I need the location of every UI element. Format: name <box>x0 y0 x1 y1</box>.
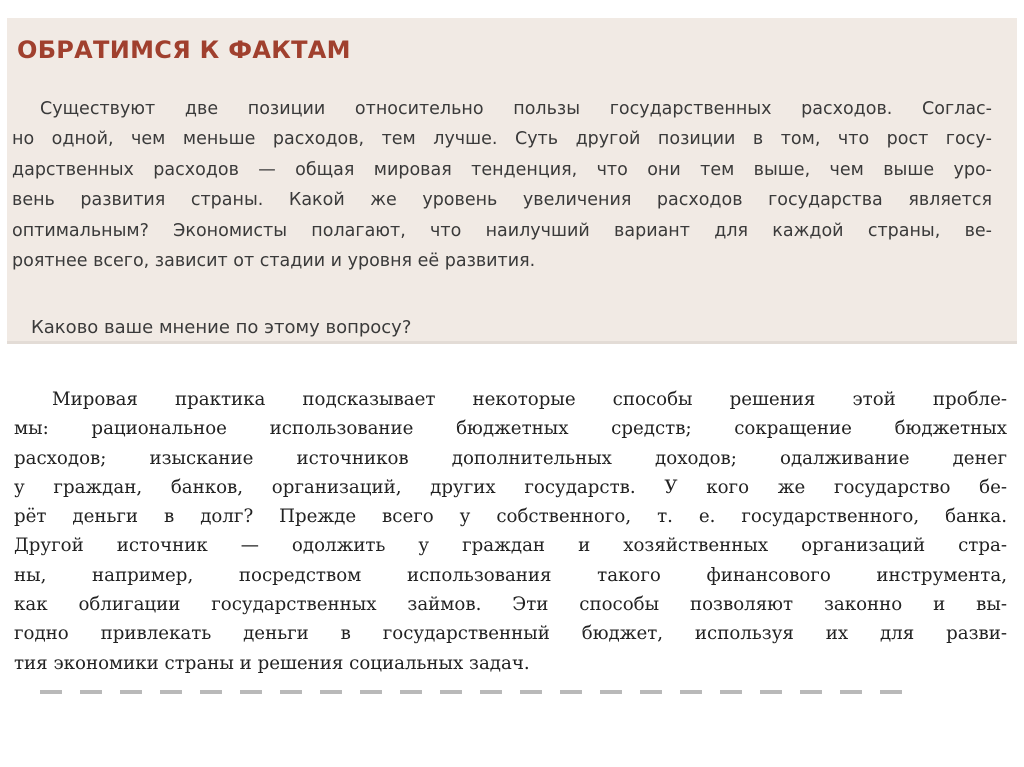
facts-line: дарственных расходов — общая мировая тенденция, что они тем выше, чем выше уро- <box>12 159 992 180</box>
cut-off-text-line <box>40 690 920 694</box>
main-line: мы: рациональное использование бюджетных средств; сокращение бюджетных <box>14 418 1007 440</box>
main-line: ны, например, посредством использования такого финансового инструмента, <box>14 564 1007 586</box>
main-line: расходов; изыскание источников дополнительных доходов; одалживание денег <box>14 447 1007 469</box>
main-line: Другой источник — одолжить у граждан и хозяйственных организаций стра- <box>14 535 1007 557</box>
main-line: как облигации государственных займов. Эти способы позволяют законно и вы- <box>14 594 1007 616</box>
facts-line: роятнее всего, зависит от стадии и уровня её развития. <box>12 251 536 272</box>
main-line: Мировая практика подсказывает некоторые способы решения этой пробле- <box>52 389 1007 410</box>
main-paragraph <box>14 385 1007 678</box>
facts-line: оптимальным? Экономисты полагают, что наилучший вариант для каждой страны, ве- <box>12 220 992 241</box>
facts-line: но одной, чем меньше расходов, тем лучше. Суть другой позиции в том, что рост госу- <box>12 129 992 150</box>
facts-line: вень развития страны. Какой же уровень увеличения расходов государства является <box>12 190 992 211</box>
facts-box <box>7 18 1017 344</box>
main-line: у граждан, банков, организаций, других государств. У кого же государство бе- <box>14 476 1007 498</box>
facts-line: Существуют две позиции относительно пользы государственных расходов. Соглас- <box>40 99 992 119</box>
facts-paragraph <box>12 94 992 276</box>
main-line: рёт деньги в долг? Прежде всего у собственного, т. е. государственного, банка. <box>14 506 1007 528</box>
facts-title: ОБРАТИМСЯ К ФАКТАМ <box>17 36 351 64</box>
main-line: годно привлекать деньги в государственный бюджет, используя их для разви- <box>14 623 1007 645</box>
main-line: тия экономики страны и решения социальных задач. <box>14 652 530 674</box>
facts-question: Каково ваше мнение по этому вопросу? <box>31 317 412 338</box>
